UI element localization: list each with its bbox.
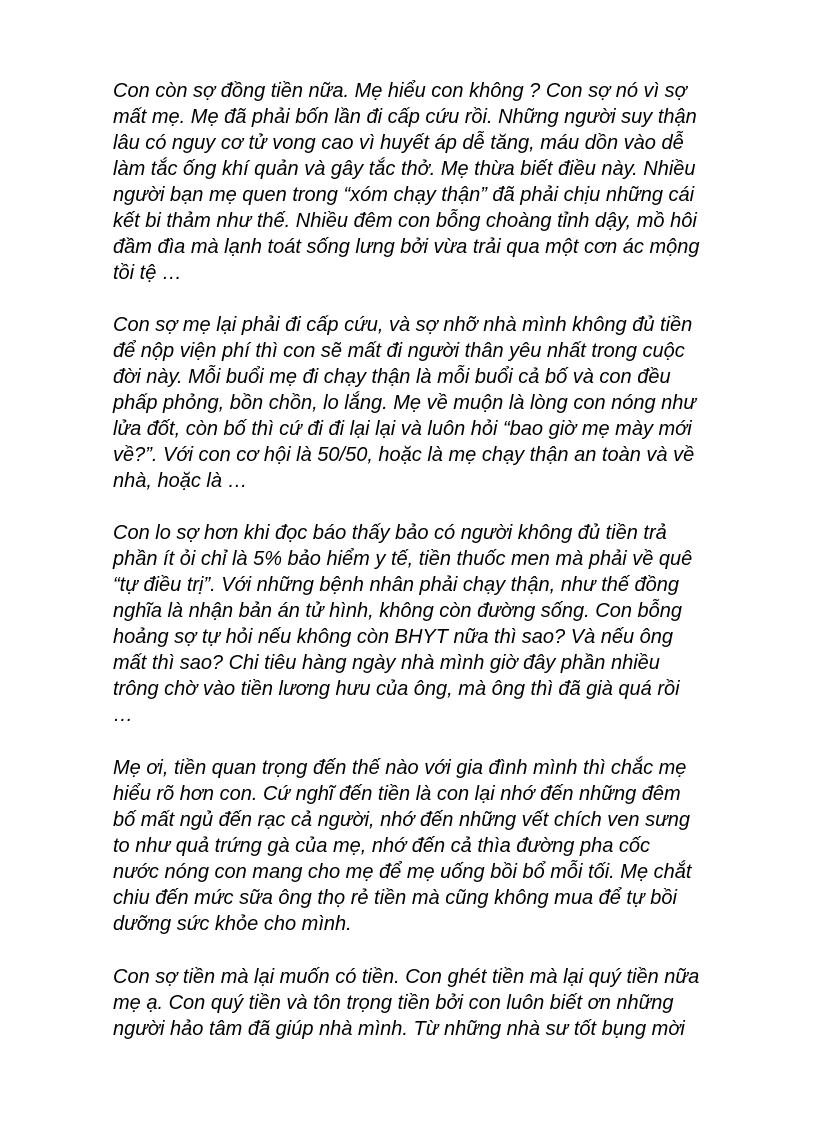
paragraph: Con còn sợ đồng tiền nữa. Mẹ hiểu con không ? Con sợ nó vì sợ mất mẹ. Mẹ đã phải bốn lần đi cấp cứu rồi. Những người suy thận lâu có nguy cơ tử vong cao vì huyết áp dễ tăng, máu dồn vào dễ làm tắc ống khí quản và gây tắc thở. Mẹ thừa biết điều này. Nhiều người bạn mẹ quen trong “xóm chạy thận” đã phải chịu những cái kết bi thảm như thế. Nhiều đêm con bỗng choàng tỉnh dậy, mồ hôi đầm đìa mà lạnh toát sống lưng bởi vừa trải qua một cơn ác mộng tồi tệ …: [113, 80, 700, 284]
body-text: [113, 78, 753, 1068]
paragraph: Con sợ mẹ lại phải đi cấp cứu, và sợ nhỡ nhà mình không đủ tiền để nộp viện phí thì con sẽ mất đi người thân yêu nhất trong cuộc đời này. Mỗi buổi mẹ đi chạy thận là mỗi buổi cả bố và con đều phấp phỏng, bồn chồn, lo lắng. Mẹ về muộn là lòng con nóng như lửa đốt, còn bố thì cứ đi đi lại lại và luôn hỏi “bao giờ mẹ mày mới về?”. Với con cơ hội là 50/50, hoặc là mẹ chạy thận an toàn và về nhà, hoặc là …: [113, 314, 697, 492]
paragraph: Con sợ tiền mà lại muốn có tiền. Con ghét tiền mà lại quý tiền nữa mẹ ạ. Con quý tiền và tôn trọng tiền bởi con luôn biết ơn những người hảo tâm đã giúp nhà mình. Từ những nhà sư tốt bụng mời: [113, 966, 700, 1040]
paragraph: Con lo sợ hơn khi đọc báo thấy bảo có người không đủ tiền trả phần ít ỏi chỉ là 5% bảo hiểm y tế, tiền thuốc men mà phải về quê “tự điều trị”. Với những bệnh nhân phải chạy thận, như thế đồng nghĩa là nhận bản án tử hình, không còn đường sống. Con bỗng hoảng sợ tự hỏi nếu không còn BHYT nữa thì sao? Và nếu ông mất thì sao? Chi tiêu hàng ngày nhà mình giờ đây phần nhiều trông chờ vào tiền lương hưu của ông, mà ông thì đã già quá rồi …: [113, 522, 693, 726]
paragraph: Mẹ ơi, tiền quan trọng đến thế nào với gia đình mình thì chắc mẹ hiểu rõ hơn con. Cứ nghĩ đến tiền là con lại nhớ đến những đêm bố mất ngủ đến rạc cả người, nhớ đến những vết chích ven sưng to như quả trứng gà của mẹ, nhớ đến cả thìa đường pha cốc nước nóng con mang cho mẹ để mẹ uống bồi bổ mỗi tối. Mẹ chắt chiu đến mức sữa ông thọ rẻ tiền mà cũng không mua để tự bồi dưỡng sức khỏe cho mình.: [113, 757, 692, 935]
